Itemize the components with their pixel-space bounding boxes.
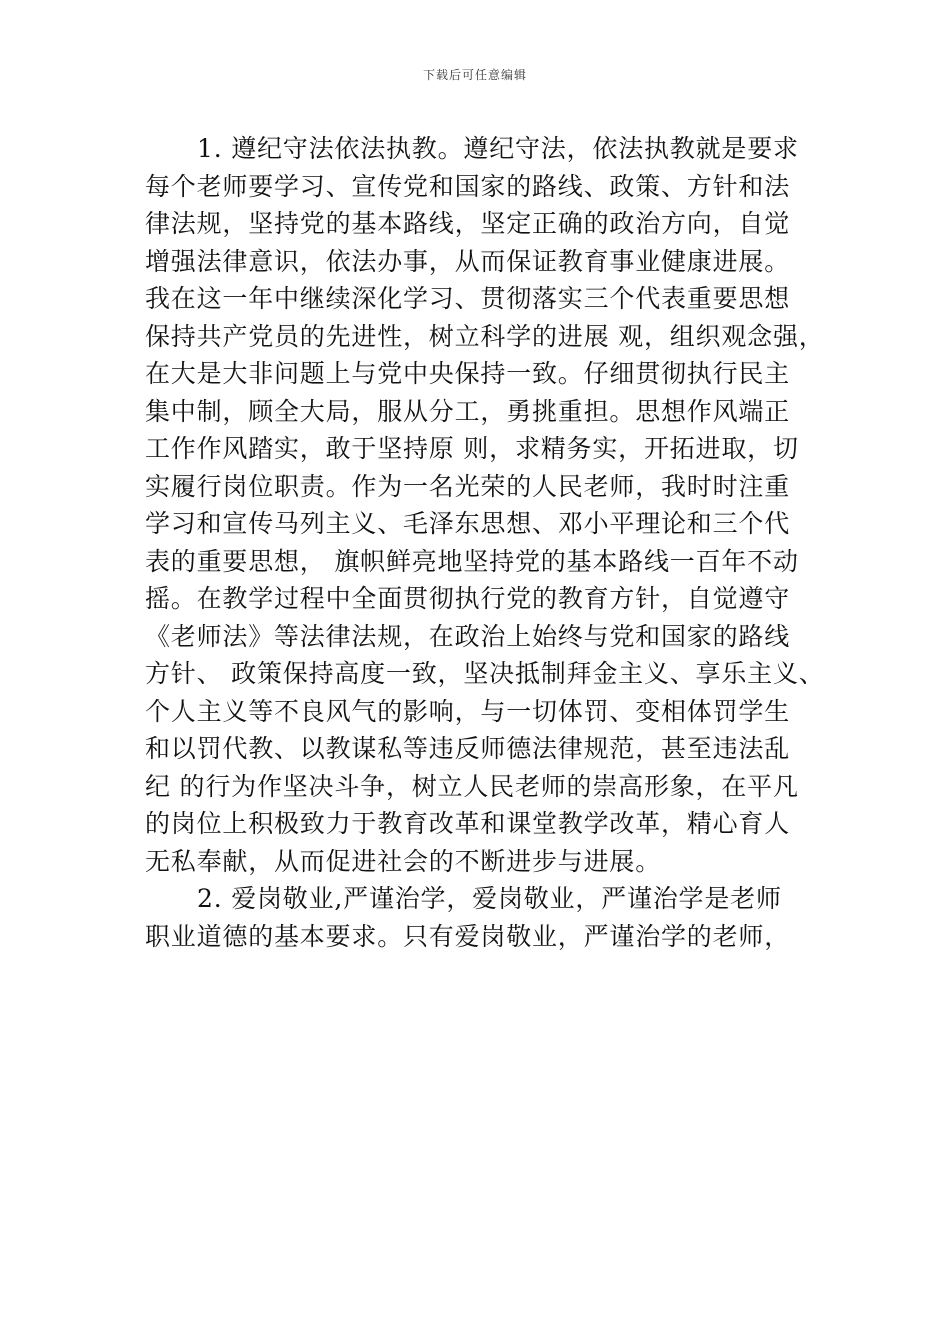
paragraph-1-line-18: 纪 的行为作坚决斗争，树立人民老师的崇高形象，在平凡 — [145, 771, 799, 801]
paragraph-1-line-1: 1. 遵纪守法依法执教。遵纪守法，依法执教就是要求 — [197, 134, 799, 163]
paragraph-1-line-2: 每个老师要学习、宣传党和国家的路线、政策、方针和法 — [145, 171, 791, 201]
body-text — [145, 130, 825, 955]
paragraph-1-line-19: 的岗位上积极致力于教育改革和课堂教学改革，精心育人 — [145, 809, 791, 838]
paragraph-1-line-8: 集中制，顾全大局，服从分工，勇挑重担。思想作风端正 — [145, 396, 791, 426]
paragraph-1-line-15: 方针、 政策保持高度一致，坚决抵制拜金主义、享乐主义、 — [145, 659, 825, 688]
paragraph-1-line-6: 保持共产党员的先进性，树立科学的进展 观，组织观念强， — [145, 321, 825, 351]
paragraph-1-line-12: 表的重要思想， 旗帜鲜亮地坚持党的基本路线一百年不动 — [145, 546, 799, 576]
paragraph-1-line-20: 无私奉献，从而促进社会的不断进步与进展。 — [145, 846, 662, 876]
page-header: 下载后可任意编辑 — [422, 68, 527, 82]
paragraph-1-line-14: 《老师法》等法律法规，在政治上始终与党和国家的路线 — [145, 621, 791, 651]
paragraph-1-line-4: 增强法律意识，依法办事，从而保证教育事业健康进展。 — [145, 246, 791, 276]
paragraph-1-line-17: 和以罚代教、以教谋私等违反师德法律规范，甚至违法乱 — [145, 734, 791, 763]
paragraph-1-line-5: 我在这一年中继续深化学习、贯彻落实三个代表重要思想 — [145, 284, 791, 313]
paragraph-1-line-13: 摇。在教学过程中全面贯彻执行党的教育方针，自觉遵守 — [145, 584, 791, 613]
paragraph-1-line-16: 个人主义等不良风气的影响，与一切体罚、变相体罚学生 — [145, 696, 791, 726]
paragraph-1-line-3: 律法规，坚持党的基本路线，坚定正确的政治方向，自觉 — [145, 209, 791, 238]
paragraph-1-line-10: 实履行岗位职责。作为一名光荣的人民老师，我时时注重 — [145, 471, 791, 501]
paragraph-1-line-9: 工作作风踏实，敢于坚持原 则，求精务实，开拓进取，切 — [145, 434, 799, 463]
paragraph-1-line-11: 学习和宣传马列主义、毛泽东思想、邓小平理论和三个代 — [145, 509, 791, 538]
paragraph-2-line-1: 2. 爱岗敬业,严谨治学，爱岗敬业，严谨治学是老师 — [197, 884, 782, 913]
paragraph-1-line-7: 在大是大非问题上与党中央保持一致。仔细贯彻执行民主 — [145, 359, 791, 388]
paragraph-2-line-2: 职业道德的基本要求。只有爱岗敬业，严谨治学的老师， — [145, 921, 791, 951]
